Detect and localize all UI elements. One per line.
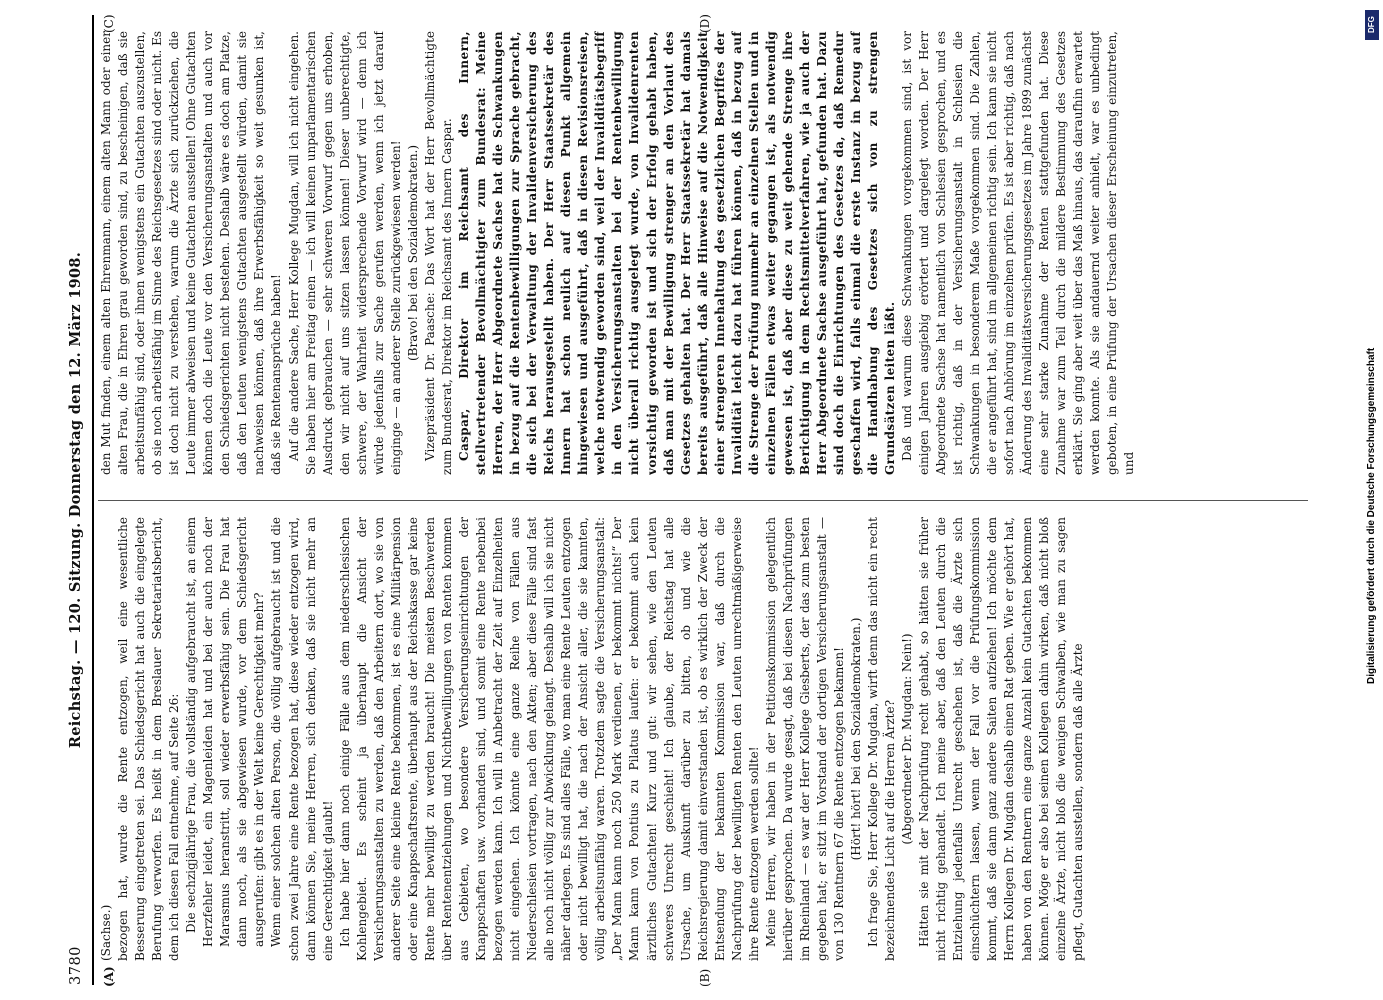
paragraph: Ich frage Sie, Herr Kollege Dr. Mugdan, wirft denn das nicht ein recht bezeichnendes Licht auf die Herren Ärzte? [866, 517, 898, 961]
block-quote: Die sechzigjährige Frau, die vollständig aufgebraucht ist, an einem Herzfehler leidet, ein Magenleiden hat und bei der auch noch der Marasmus heranstritt, soll wieder erwerbsfähig sein. Die Frau hat dann noch, als sie abgewiesen wurde, vor dem Schiedsgericht ausgerufen: gibt es in der Welt keine Gerechtigkeit mehr? [184, 517, 267, 947]
paragraph: Ich habe hier dann noch einige Fälle aus dem niederschlesischen Kohlengebiet. Es scheint ja überhaupt die Ansicht der Versicherungsanstalten zu werden, daß den Arbeitern dort, wo sie von anderer Seite eine kleine Rente bekommen, ist es eine Militärpension oder eine Knappschaftsrente, überhaupt aus der Reichskasse gar keine Rente mehr bewilligt zu werden braucht! Die meisten Beschwerden über Rentenentziehungen und Nichtbewilligungen von Renten kommen aus Gebieten, wo besondere Versicherungseinrichtungen der Knappschaften usw. vorhanden sind, und somit eine Rente nebenbei bezogen werden kann. Ich will in Anbetracht der Zeit auf Einzelheiten nicht eingehen. Ich könnte eine ganze Reihe von Fällen aus Niederschlesien vortragen, nach den Akten; aber diese Fälle sind fast alle noch nicht völlig zur Abwicklung gelangt. Deshalb will ich sie nicht näher darlegen. Es sind alles Fälle, wo man eine Rente Leuten entzogen oder nicht bewilligt hat, die nach der Ansicht aller, die sie kannten, völlig arbeitsunfähig waren. Trotzdem sagte die Versicherungsanstalt: „Der Mann kann noch 250 Mark verdienen, er bekommt nichts!“ Der Mann kann von Pontius zu Pilatus laufen: er bekommt auch kein ärztliches Gutachten! Kurz und gut: wir sehen, wie den Leuten schweres Unrecht geschieht! Ich glaube, der Reichstag hat alle Ursache, um Auskunft darüber zu bitten, ob und wie die Reichsregierung damit einverstanden ist, ob es wirklich der Zweck der Entsendung der bekannten Kommission war, daß durch die Nachprüfung der bewilligten Renten den Leuten unrechtmäßigerweise ihre Rente entzogen werden sollte! [337, 517, 761, 961]
right-column [98, 31, 1308, 475]
paragraph: Wenn einer solchen alten Person, die völlig aufgebraucht ist und die schon zwei Jahre eine Rente bezogen hat, diese wieder entzogen wird, dann können Sie, meine Herren, sich denken, daß sie nicht mehr an eine Gerechtigkeit glaubt! [269, 517, 335, 961]
digitization-notice: Digitalisierung gefördert durch die Deutsche Forschungsgemeinschaft [1366, 347, 1377, 684]
paragraph: Auf die andere Sache, Herr Kollege Mugdan, will ich nicht eingehen. Sie haben hier am Freitag einen — ich will keinen unparlamentarischen Ausdruck gebrauchen — sehr schweren Vorwurf gegen uns erhoben, den wir nicht auf uns sitzen lassen können! Dieser unberechtigte, schwere, der Wahrheit widersprechende Vorwurf wird — denn ich würde jedenfalls zur Sache gerufen werden, wenn ich jetzt darauf einginge — an anderer Stelle zurückgewiesen werden! [286, 31, 403, 475]
interjection: (Abgeordneter Dr. Mugdan: Nein!) [900, 633, 915, 845]
rotated-page [58, 0, 1358, 1000]
page-header [64, 15, 88, 985]
left-column [98, 517, 1308, 961]
paragraph: Meine Herren, wir haben in der Petitionskommission gelegentlich hierüber gesprochen. Da wurde gesagt, daß bei diesen Nachprüfungen im Rheinland — es war der Herr Kollege Giesberts, der das zum besten gegeben hat; er sitzt im Vorstand der dortigen Versicherungsanstalt — von 130 Rentnern 67 die Rente entzogen bekamen! [763, 517, 847, 961]
margin-mark-d: (D) [698, 14, 712, 33]
interjection: (Bravo! bei den Sozialdemokraten.) [405, 144, 420, 362]
paragraph: Daß und warum diese Schwankungen vorgekommen sind, ist vor einigen Jahren ausgiebig erörtert und dargelegt worden. Der Herr Abgeordnete Sachse hat namentlich von Schlesien gesprochen, und es ist richtig, daß in der Versicherungsanstalt in Schlesien die Schwankungen in besonderem Maße vorgekommen sind. Die Zahlen, die er angeführt hat, sind im allgemeinen richtig sein. Ich kann sie nicht sofort nach Anhörung im einzelnen prüfen. Es ist aber richtig, daß nach Änderung des Invaliditätsversicherungsgesetzes im Jahre 1899 zunächst eine sehr starke Zunahme der Renten stattgefunden hat. Diese Zunahme war zum Teil durch die mildere Bestimmung des Gesetzes erklärt. Sie ging aber weit über das Maß hinaus, das daraufhin erwartet werden konnte. Als sie andauernd weiter anhielt, war es unbedingt geboten, in eine Prüfung der Ursachen dieser Erscheinung einzutreten, und [900, 31, 1136, 475]
speaker-label: (Sachse.) [99, 904, 113, 961]
margin-mark-a: (A) [102, 966, 116, 987]
page-number: 3780 [68, 946, 84, 985]
running-title: Reichstag. — 120. Sitzung. Donnerstag den 12. März 1908. [67, 251, 84, 749]
header-rule [92, 15, 94, 985]
paragraph: den Mut finden, einem alten Ehrenmann, einem alten Mann oder einer alten Frau, die in Ehren grau geworden sind, zu bescheinigen, daß sie arbeitsunfähig sind, oder ihnen wenigstens ein Gutachten auszustellen, ob sie noch arbeitsfähig im Sinne des Reichsgesetzes sind oder nicht. Es ist doch nicht zu verstehen, warum die Ärzte sich zurückziehen, die Leute immer abweisen und keine Gutachten ausstellen! Ohne Gutachten können doch die Leute vor den Versicherungsanstalten und auch vor den Schiedsgerichten nicht bestehen. Deshalb wäre es doch am Platze, daß den Leuten wenigstens Gutachten ausgestellt würden, damit sie nachweisen können, daß ihre Erwerbsfähigkeit so weit gesunken ist, daß sie Rentenansprüche haben! [99, 31, 284, 475]
margin-mark-c: (C) [102, 14, 116, 33]
dfg-logo: DFG [1365, 10, 1379, 40]
page-body [58, 15, 1318, 985]
column-divider [98, 500, 1308, 501]
margin-mark-b: (B) [698, 968, 712, 987]
paragraph: bezogen hat, wurde die Rente entzogen, weil eine wesentliche Besserung eingetreten sei. Das Schiedsgericht hat auch die eingelegte Berufung verworfen. Es heißt in dem Breslauer Sekretariatsbericht, dem ich diesen Fall entnehme, auf Seite 26: [116, 517, 182, 961]
speaker-paragraph: Vizepräsident Dr. Paasche: Das Wort hat der Herr Bevollmächtigte zum Bundesrat, Direktor im Reichsamt des Innern Caspar. [422, 31, 454, 475]
paragraph: Hätten sie mit der Nachprüfung recht gehabt, so hätten sie früher nicht richtig gehandelt. Ich meine aber, daß den Leuten durch die Entziehung jedenfalls Unrecht geschehen ist, daß die Ärzte sich einschüchtern lassen, wenn der Fall vor die Prüfungskommission kommt, daß sie dann ganz andere Saiten aufziehen! Ich möchte dem Herrn Kollegen Dr. Mugdan deshalb einen Rat geben. Wie er gehört hat, haben von den Rentnern eine ganze Anzahl kein Gutachten bekommen können. Möge er also bei seinen Kollegen dahin wirken, daß nicht bloß einzelne Ärzte, nicht bloß die wenigen Schwalben, wie man zu sagen pflegt, Gutachten ausstellen, sondern daß alle Ärzte [917, 517, 1085, 961]
speaker-paragraph: Caspar, Direktor im Reichsamt des Innern, stellvertretender Bevollmächtigter zum Bundesrat: Meine Herren, der Herr Abgeordnete Sachse hat die Schwankungen in bezug auf die Rentenbewilligungen zur Sprache gebracht, die sich bei der Verwaltung der Invalidenversicherung des Reichs herausgestellt haben. Der Herr Staatssekretär des Innern hat schon neulich auf diesen Punkt allgemein hingewiesen und ausgeführt, daß in diesen Revisionsreisen, welche notwendig geworden sind, weil der Invaliditätsbegriff in den Versicherungsanstalten bei der Rentenbewilligung nicht überall richtig ausgelegt wurde, von Invalidenrenten vorsichtig geworden ist und sich der Erfolg gehabt haben, daß man mit der Bewilligung strenger an den Vorlaut des Gesetzes gehalten hat. Der Herr Staatssekretär hat damals bereits ausgeführt, daß alle Hinweise auf die Notwendigkeit einer strengeren Innehaltung des gesetzlichen Begriffes der Invalidität leicht dazu hat führen können, daß in bezug auf die Strenge der Prüfung nunmehr an einzelnen Stellen und in einzelnen Fällen etwas weiter gegangen ist, als notwendig gewesen ist, daß aber diese zu weit gehende Strenge ihre Berichtigung in dem Rechtsmittelverfahren, wie ja auch der Herr Abgeordnete Sachse ausgeführt hat, gefunden hat. Dazu sind doch die Einrichtungen des Gesetzes da, daß Remedur geschaffen wird, falls einmal die erste Instanz in bezug auf die Handhabung des Gesetzes sich von zu strengen Grundsätzen leiten läßt. [456, 31, 898, 475]
interjection: (Hört! hört! bei den Sozialdemokraten.) [849, 617, 864, 861]
